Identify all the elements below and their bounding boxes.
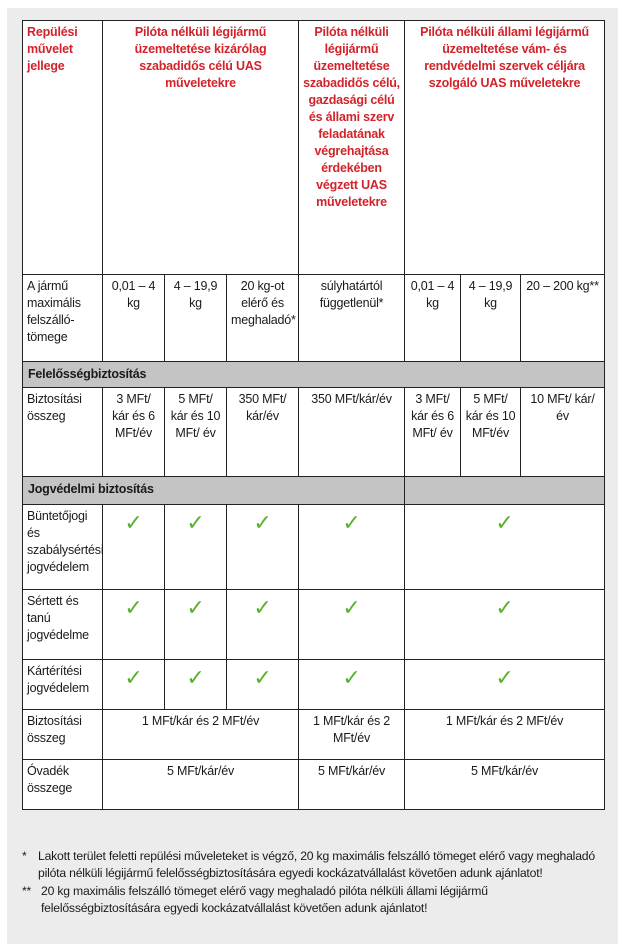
mass-state-1: 0,01 – 4 kg: [405, 275, 461, 362]
liability-state-2: 5 MFt/ kár és 10 MFt/év: [461, 388, 521, 477]
mass-row: [23, 275, 605, 362]
section-legal-title: Jogvédelmi biztosítás: [23, 477, 405, 505]
check-icon: ✓: [253, 510, 272, 535]
liability-leisure-3: 350 MFt/ kár/év: [227, 388, 299, 477]
check-icon: ✓: [342, 510, 361, 535]
legal-sum-label: Biztosítási összeg: [23, 710, 103, 760]
mass-state-2: 4 – 19,9 kg: [461, 275, 521, 362]
footnote-2: [22, 883, 602, 917]
legal-row-label: Kártérítési jogvédelem: [23, 660, 103, 710]
check-icon: ✓: [124, 595, 143, 620]
insurance-table: [22, 20, 605, 810]
mass-state-3: 20 – 200 kg**: [521, 275, 605, 362]
bail-state: 5 MFt/kár/év: [405, 760, 605, 810]
check-icon: ✓: [342, 595, 361, 620]
legal-row: [23, 590, 605, 660]
section-liability: [23, 362, 605, 388]
legal-sum-state: 1 MFt/kár és 2 MFt/év: [405, 710, 605, 760]
col-header-state: Pilóta nélküli állami légijármű üzemeltetése vám- és rendvédelmi szervek céljára szolgáló UAS műveletekre: [405, 21, 605, 275]
liability-leisure-1: 3 MFt/ kár és 6 MFt/év: [103, 388, 165, 477]
liability-sum-row: [23, 388, 605, 477]
check-icon: ✓: [124, 510, 143, 535]
check-icon: ✓: [253, 595, 272, 620]
mass-leisure-1: 0,01 – 4 kg: [103, 275, 165, 362]
liability-state-3: 10 MFt/ kár/év: [521, 388, 605, 477]
bail-row: [23, 760, 605, 810]
liability-state-1: 3 MFt/ kár és 6 MFt/ év: [405, 388, 461, 477]
check-icon: ✓: [342, 665, 361, 690]
check-icon: ✓: [186, 510, 205, 535]
check-icon: ✓: [186, 665, 205, 690]
check-icon: ✓: [186, 595, 205, 620]
footnote-1-mark: *: [22, 849, 27, 863]
check-icon: ✓: [124, 665, 143, 690]
liability-sum-label: Biztosítási összeg: [23, 388, 103, 477]
check-icon: ✓: [253, 665, 272, 690]
header-row: [23, 21, 605, 275]
bail-leisure: 5 MFt/kár/év: [103, 760, 299, 810]
col-header-commercial: Pilóta nélküli légijármű üzemeltetése szabadidős célú, gazdasági célú és állami szerv feladatának végrehajtása érdekében végzett UAS műveletekre: [299, 21, 405, 275]
footnote-2-text: 20 kg maximális felszálló tömeget elérő vagy meghaladó pilóta nélküli állami légijármű felelősségbiztosítására egyedi kockázatvállalást követően adunk ajánlatot!: [41, 884, 488, 915]
footnote-1: [22, 848, 602, 882]
col-header-flight-type: Repülési művelet jellege: [23, 21, 103, 275]
section-legal: [23, 477, 605, 505]
mass-commercial: súlyhatártól függetlenül*: [299, 275, 405, 362]
liability-leisure-2: 5 MFt/ kár és 10 MFt/ év: [165, 388, 227, 477]
liability-commercial: 350 MFt/kár/év: [299, 388, 405, 477]
legal-sum-commercial: 1 MFt/kár és 2 MFt/év: [299, 710, 405, 760]
footnotes: [22, 848, 602, 918]
footnote-1-text: Lakott terület feletti repülési műveleteket is végző, 20 kg maximális felszálló tömeget elérő vagy meghaladó pilóta nélküli légijármű felelősségbiztosítására egyedi kockázatvállalást követően adunk ajánlatot!: [38, 849, 595, 880]
mass-label: A jármű maximális felszálló-tömege: [23, 275, 103, 362]
legal-sum-row: [23, 710, 605, 760]
mass-leisure-3: 20 kg-ot elérő és meghaladó*: [227, 275, 299, 362]
legal-row: [23, 660, 605, 710]
legal-row-label: Sértett és tanú jogvédelme: [23, 590, 103, 660]
check-icon: ✓: [495, 665, 514, 690]
check-icon: ✓: [495, 595, 514, 620]
check-icon: ✓: [495, 510, 514, 535]
bail-label: Óvadék összege: [23, 760, 103, 810]
bail-commercial: 5 MFt/kár/év: [299, 760, 405, 810]
section-legal-blank: [405, 477, 605, 505]
legal-row: [23, 505, 605, 590]
footnote-2-mark: **: [22, 884, 32, 898]
mass-leisure-2: 4 – 19,9 kg: [165, 275, 227, 362]
col-header-leisure: Pilóta nélküli légijármű üzemeltetése kizárólag szabadidős célú UAS műveletekre: [103, 21, 299, 275]
legal-row-label: Büntetőjogi és szabálysértési jogvédelem: [23, 505, 103, 590]
section-liability-title: Felelősségbiztosítás: [23, 362, 605, 388]
legal-sum-leisure: 1 MFt/kár és 2 MFt/év: [103, 710, 299, 760]
